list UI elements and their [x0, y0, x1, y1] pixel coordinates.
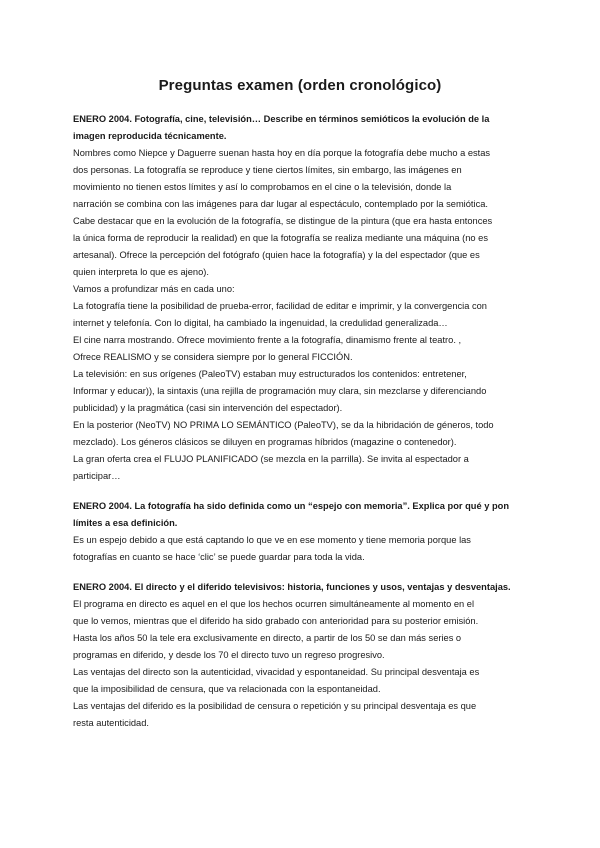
- answer-line: La fotografía tiene la posibilidad de prueba-error, facilidad de editar e imprimir, y la convergencia con: [73, 301, 487, 311]
- answer-line: artesanal). Ofrece la percepción del fotógrafo (quien hace la fotografía) y la del espectador (que es: [73, 250, 480, 260]
- answer-line: Hasta los años 50 la tele era exclusivamente en directo, a partir de los 50 se dan más series o: [73, 633, 462, 643]
- page-title: Preguntas examen (orden cronológico): [158, 77, 442, 94]
- question-heading: ENERO 2004. La fotografía ha sido definida como un “espejo con memoria”. Explica por qué y pon límites a esa definición.: [73, 501, 510, 528]
- answer-line: El cine narra mostrando. Ofrece movimiento frente a la fotografía, dinamismo frente al teatro. ,: [73, 335, 462, 345]
- answer-line: El programa en directo es aquel en el que los hechos ocurren simultáneamente al momento en el: [73, 599, 475, 609]
- question-heading: ENERO 2004. Fotografía, cine, televisión… Describe en términos semióticos la evolución de la imagen reproducida técnicamente.: [73, 114, 490, 141]
- answer-line: que lo vemos, mientras que el diferido ha sido grabado con anterioridad para su posterior emisión.: [73, 616, 479, 626]
- answer-line: Cabe destacar que en la evolución de la fotografía, se distingue de la pintura (que era hasta entonces: [73, 216, 493, 226]
- question-section-1: [73, 111, 535, 485]
- answer-line: Ofrece REALISMO y se considera siempre por lo general FICCIÓN.: [73, 352, 353, 362]
- question-heading: ENERO 2004. El directo y el diferido televisivos: historia, funciones y usos, ventajas y desventajas.: [73, 582, 511, 592]
- answer-line: La gran oferta crea el FLUJO PLANIFICADO (se mezcla en la parrilla). Se invita al espectador a: [73, 454, 469, 464]
- answer-line: que la imposibilidad de censura, que va relacionada con la espontaneidad.: [73, 684, 381, 694]
- answer-line: Nombres como Niepce y Daguerre suenan hasta hoy en día porque la fotografía debe mucho a estas: [73, 148, 491, 158]
- answer-line: Las ventajas del diferido es la posibilidad de censura o repetición y su principal desventaja es que: [73, 701, 477, 711]
- answer-line: mezclado). Los géneros clásicos se diluyen en programas híbridos (magazine o contenedor).: [73, 437, 457, 447]
- answer-line: publicidad) y la pragmática (casi sin intervención del espectador).: [73, 403, 343, 413]
- question-section-2: [73, 498, 535, 566]
- answer-line: participar…: [73, 471, 121, 481]
- answer-line: internet y telefonía. Con lo digital, ha cambiado la ingenuidad, la credulidad generalizada…: [73, 318, 448, 328]
- question-section-3: [73, 579, 535, 732]
- answer-line: la única forma de reproducir la realidad) en que la fotografía se realiza mediante una máquina (no es: [73, 233, 488, 243]
- answer-line: movimiento no tienen estos límites y así lo comprobamos en el cine o la televisión, donde la: [73, 182, 452, 192]
- answer-line: resta autenticidad.: [73, 718, 149, 728]
- answer-line: dos personas. La fotografía se reproduce y tiene ciertos límites, sin embargo, las imágenes en: [73, 165, 462, 175]
- answer-line: Informar y educar)), la sintaxis (una rejilla de programación muy clara, sin mezclarse y diferenciando: [73, 386, 487, 396]
- answer-line: narración se combina con las imágenes para dar lugar al espectáculo, contemplado por la semiótica.: [73, 199, 488, 209]
- answer-line: Las ventajas del directo son la autenticidad, vivacidad y espontaneidad. Su principal desventaja es: [73, 667, 480, 677]
- answer-line: programas en diferido, y desde los 70 el directo tuvo un regreso progresivo.: [73, 650, 385, 660]
- answer-line: Vamos a profundizar más en cada uno:: [73, 284, 235, 294]
- answer-line: quien interpreta lo que es ajeno).: [73, 267, 209, 277]
- answer-line: En la posterior (NeoTV) NO PRIMA LO SEMÁNTICO (PaleoTV), se da la hibridación de géneros, todo: [73, 420, 494, 430]
- document-body: [73, 111, 535, 732]
- answer-line: La televisión: en sus orígenes (PaleoTV) estaban muy estructurados los contenidos: entretener,: [73, 369, 467, 379]
- answer-line: fotografías en cuanto se hace ‘clic’ se puede guardar para toda la vida.: [73, 552, 365, 562]
- answer-line: Es un espejo debido a que está captando lo que ve en ese momento y tiene memoria porque las: [73, 535, 471, 545]
